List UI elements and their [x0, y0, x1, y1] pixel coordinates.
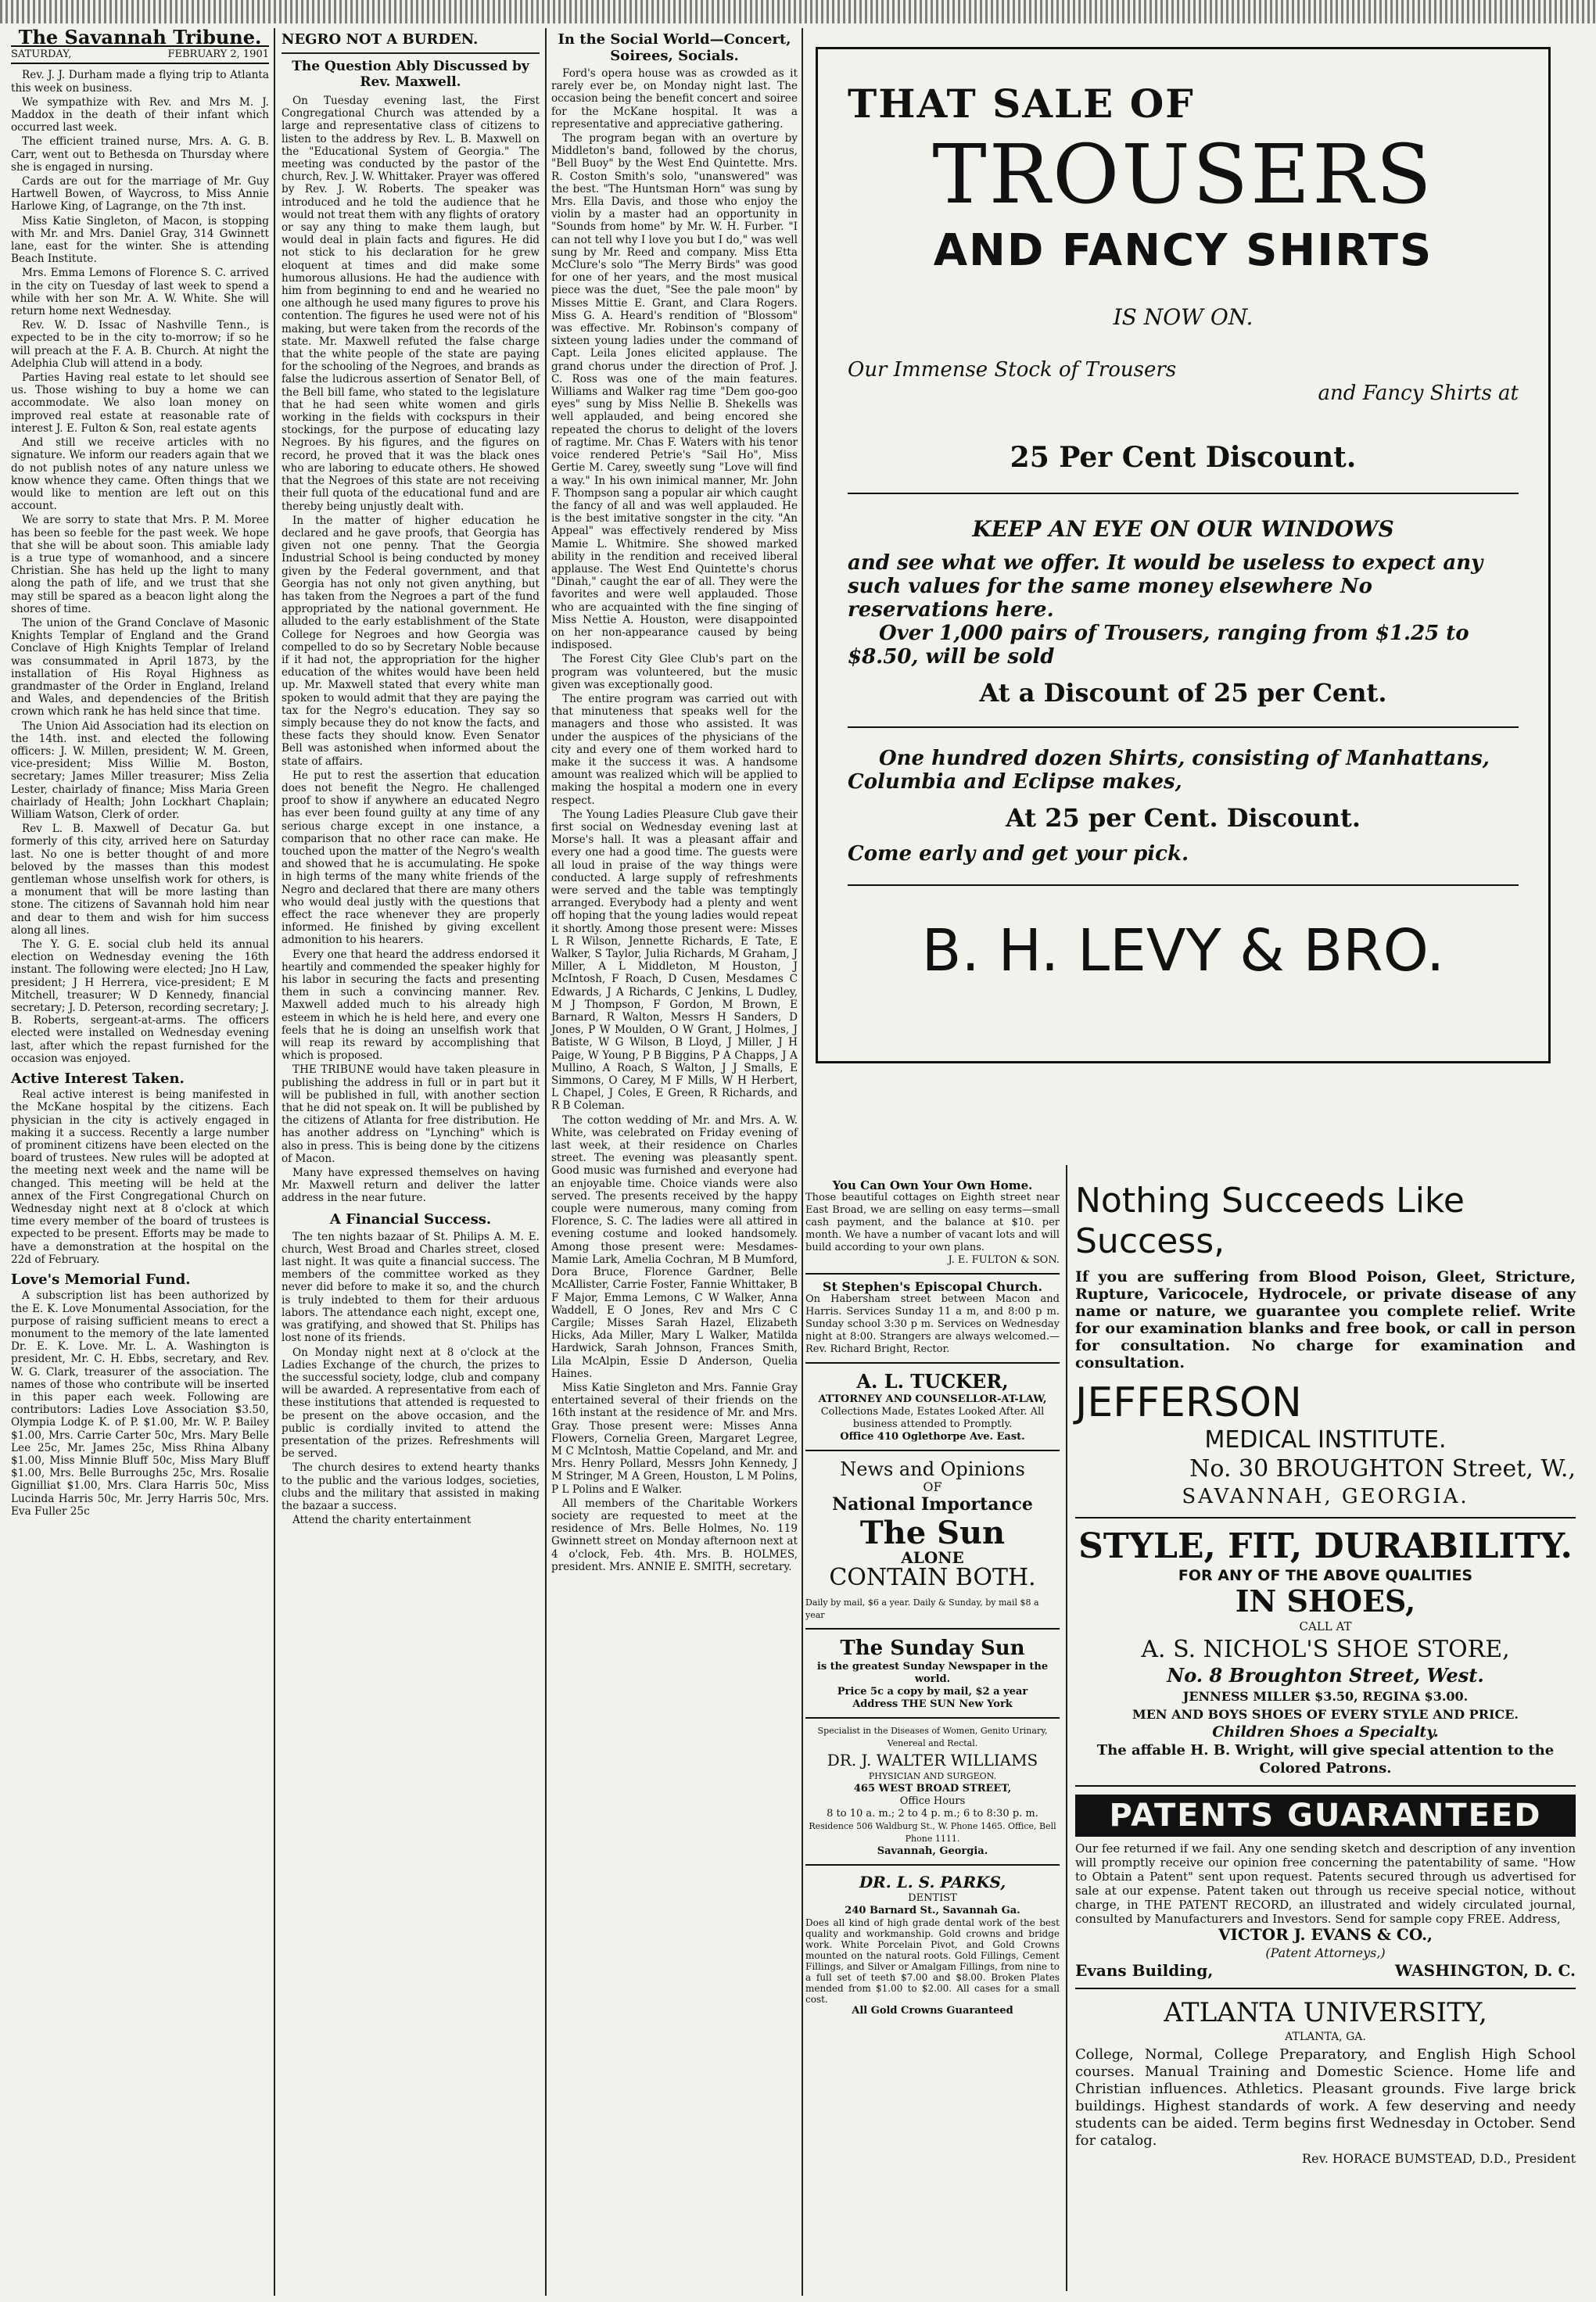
divider	[282, 52, 540, 54]
article-paragraph: He put to rest the assertion that education does not benefit the Negro. He challenged proof to show if anywhere an educated Negro has ever been found guilty at any time of any serious charge except in one instance, a comparison that no other race can make. He touched upon the matter of the Negro's wealth and showed that he is accumulating. He spoke in high terms of the many white friends of the Negro and declared that there are many others who would deal justly with the questions that effect the race whenever they are properly informed. He finished by giving excellent admonition to his hearers.	[282, 769, 540, 947]
ad-church-head: St Stephen's Episcopal Church.	[822, 1279, 1043, 1294]
article-paragraph: The ten nights bazaar of St. Philips A. M. E. church, West Broad and Charles street, closed last night. It was quite a financial success. The members of the committee worked as they never did before to make it so, and the church is truly indebted to them for their arduous labors. The attendance each night, except one, was gratifying, and showed that St. Philips has lost none of its friends.	[282, 1230, 540, 1345]
ad-pat-name: VICTOR J. EVANS & CO.,	[1218, 1925, 1433, 1944]
article-paragraph: All members of the Charitable Workers society are requested to meet at the residence of Mrs. Belle Holmes, No. 119 Gwinnett street on Monday afternoon next at 4 o'clock, Feb. 4th. Mrs. B. HOLMES, president. Mrs. ANNIE E. SMITH, secretary.	[551, 1497, 798, 1573]
ad-sun-l2: OF	[923, 1479, 942, 1494]
ad-williams-l1: Specialist in the Diseases of Women, Genito Urinary, Venereal and Rectal.	[817, 1726, 1048, 1748]
ad-patents	[1075, 1787, 1576, 1989]
ad-shoe-l4: A. S. NICHOL'S SHOE STORE,	[1141, 1636, 1510, 1663]
article-paragraph: Ford's opera house was as crowded as it rarely ever be, on Monday night last. The occasion being the benefit concert and soiree for the McKane hospital. It was a representative and appreciative gathering.	[551, 67, 798, 131]
ad-atl-text: College, Normal, College Preparatory, and English High School courses. Manual Training and Domestic Science. Home life and Christian influences. Athletics. Pleasant grounds. Five large brick buildings. Highest standards of work. A few deserving and needy students can be aided. Term begins first Wednesday in October. Send for catalog.	[1075, 2046, 1576, 2149]
right-ads-column	[1075, 1173, 1576, 2175]
ad-shoe-l3: CALL AT	[1299, 1619, 1352, 1633]
ad-shoe-l6: JENNESS MILLER $3.50, REGINA $3.00.	[1182, 1689, 1469, 1704]
article-paragraph: The program began with an overture by Middleton's band, followed by the chorus, "Bell Buoy" by the West End Quintette. Mrs. R. Coston Smith's solo, "unanswered" was the best. "The Huntsman Horn" was sung by Mrs. Ella Davis, and those who enjoy the violin by a master had an opportunity in "Sounds from home" by Mr. W. H. Furber. "I can not tell why I love you but I do," was well sung by Mr. Reed and company. Miss Etta McClure's solo "The Merry Birds" was good for one of her years, and the most musical piece was the duet, "See the pale moon" by Misses Mittie E. Grant, and Clara Rogers. Miss G. A. Heard's rendition of "Blossom" was effective. Mr. Robinson's company of sixteen young ladies under the command of Capt. Leila Jones elicited applause. The grand chorus under the direction of Prof. J. C. Ross was one of the main features. Williams and Walker rag time "Dem goo-goo eyes" sung by Miss Nellie B. Shekells was well applauded, and being encored she repeated the chorus to delight of the lovers of ragtime. Mr. Chas F. Waters with his tenor voice rendered Petrie's "Sail Ho", Miss Gertie M. Carey, sweetly sung "Love will find a way." In his own inimical manner, Mr. John F. Thompson sang a popular air which caught the fancy of all and was well applauded. He is the best imitative songster in the city. "An Appeal" was effectively rendered by Miss Mamie L. Whitmire. She showed marked ability in the rendition and received liberal applause. The West End Quintette's chorus "Dinah," caught the ear of all. They were the favorites and were well applauded. Those who are acquainted with the fine singing of Miss Nettie A. Houston, were disappointed on her non-appearance caused by being indisposed.	[551, 132, 798, 652]
column-rule	[274, 28, 275, 2296]
ad-parks-name: DR. L. S. PARKS,	[859, 1873, 1006, 1891]
ad-shoe-l7: MEN AND BOYS SHOES OF EVERY STYLE AND PRICE.	[1132, 1707, 1519, 1722]
ad-tucker-name: A. L. TUCKER,	[856, 1370, 1009, 1393]
ad-levy-line14: B. H. LEVY & BRO.	[921, 917, 1445, 984]
article-paragraph: The church desires to extend hearty thanks to the public and the various lodges, societies, clubs and the military that assisted in making the bazaar a success.	[282, 1461, 540, 1512]
ad-sun-l4: The Sun	[859, 1515, 1006, 1551]
heading-active-interest: Active Interest Taken.	[11, 1070, 185, 1088]
ad-sun-l1: News and Opinions	[840, 1458, 1025, 1480]
article-paragraph: Rev. W. D. Issac of Nashville Tenn., is expected to be in the city to-morrow; if so he will preach at the F. A. B. Church. At night the Adelphia Club will attend in a body.	[11, 319, 269, 370]
masthead-title: The Savannah Tribune.	[11, 31, 269, 47]
ad-nichols-shoe	[1075, 1519, 1576, 1787]
ad-parks-addr: 240 Barnard St., Savannah Ga.	[845, 1905, 1020, 1917]
ad-williams-l3: 465 WEST BROAD STREET,	[853, 1783, 1012, 1795]
ad-atl-sub: ATLANTA, GA.	[1285, 2031, 1366, 2043]
heading-social-world: In the Social World—Concert, Soirees, Socials.	[558, 31, 791, 64]
heading-love-memorial: Love's Memorial Fund.	[11, 1271, 191, 1289]
ad-ssun-l3: Address THE SUN New York	[852, 1698, 1013, 1710]
ad-shoe-l1: FOR ANY OF THE ABOVE QUALITIES	[1178, 1567, 1473, 1584]
ad-st-stephens	[805, 1275, 1060, 1364]
ad-dr-williams	[805, 1719, 1060, 1866]
ad-tucker-text: Collections Made, Estates Looked After. All business attended to Promptly.	[820, 1406, 1045, 1430]
ad-williams-l4: Office Hours	[899, 1795, 966, 1807]
ad-levy-line10: At a Discount of 25 per Cent.	[979, 678, 1387, 708]
ad-pat-addr-left: Evans Building,	[1075, 1961, 1214, 1980]
ad-success-head: Nothing Succeeds Like Success,	[1075, 1181, 1465, 1261]
ad-tucker-title: ATTORNEY AND COUNSELLOR-AT-LAW,	[818, 1393, 1047, 1405]
article-paragraph: Miss Katie Singleton, of Macon, is stopping with Mr. and Mrs. Daniel Gray, 314 Gwinnett lane, east for the winter. She is attending Beach Institute.	[11, 214, 269, 266]
ad-shoe-l9: The affable H. B. Wright, will give special attention to the Colored Patrons.	[1096, 1742, 1555, 1777]
article-paragraph: Miss Katie Singleton and Mrs. Fannie Gray entertained several of their friends on the 16th instant at the residence of Mr. and Mrs. Gray. Those present were: Misses Anna Flowers, Cornelia Green, Margaret Legree, M C McIntosh, Mattie Copeland, and Mr. and Mrs. Henry Pollard, Messrs John Kennedy, J M Stringer, M A Green, Houston, L M Polins, P L Polins and E Walker.	[551, 1381, 798, 1496]
ad-pat-addr	[1075, 1962, 1576, 1980]
subheading-question: The Question Ably Discussed by Rev. Maxwell.	[292, 59, 529, 90]
ad-levy-line1: THAT SALE OF	[848, 81, 1195, 127]
ad-atl-sig: Rev. HORACE BUMSTEAD, D.D., President	[1302, 2151, 1576, 2166]
ad-levy-line9: Over 1,000 pairs of Trousers, ranging from $1.25 to $8.50, will be sold	[848, 622, 1469, 669]
ad-levy-line6: 25 Per Cent Discount.	[1010, 441, 1357, 474]
article-paragraph: Cards are out for the marriage of Mr. Guy Hartwell Bowen, of Waycross, to Miss Annie Harlowe King, of Lagrange, on the 7th inst.	[11, 175, 269, 213]
ad-levy-line11: One hundred dozen Shirts, consisting of Manhattans, Columbia and Eclipse makes,	[848, 747, 1490, 794]
ad-pat-head: PATENTS GUARANTEED	[1075, 1795, 1576, 1837]
ad-sun-l3: National Importance	[832, 1494, 1033, 1515]
article-paragraph: The efficient trained nurse, Mrs. A. G. B. Carr, went out to Bethesda on Thursday where she is engaged in nursing.	[11, 135, 269, 174]
ad-parks-title: DENTIST	[908, 1892, 957, 1904]
ad-own-home	[805, 1173, 1060, 1275]
ad-levy-line3: AND FANCY SHIRTS	[933, 225, 1433, 276]
ad-the-sun	[805, 1451, 1060, 1630]
ad-home-text: Those beautiful cottages on Eighth street near East Broad, we are selling on easy terms—small cash payment, and the balance at $10. per month. We have a number of vacant lots and will build according to your own plans.	[805, 1192, 1060, 1253]
col1-items	[11, 69, 269, 1065]
article-paragraph: The Forest City Glee Club's part on the program was volunteered, but the music given was exceptionally good.	[551, 653, 798, 691]
divider	[848, 884, 1519, 886]
ad-shoe-l5: No. 8 Broughton Street, West.	[1167, 1664, 1484, 1687]
ad-shoe-l2: IN SHOES,	[1235, 1583, 1416, 1619]
ad-levy-line2: TROUSERS	[932, 127, 1434, 222]
column-rule	[545, 28, 547, 2296]
article-paragraph: We are sorry to state that Mrs. P. M. Moree has been so feeble for the past week. We hope that she will be about soon. This amiable lady is a true type of womanhood, and a sincere Christian. She has held up the light to many along the path of life, and we trust that she may still be spared as a beacon light along the shores of time.	[11, 514, 269, 615]
article-paragraph: The Union Aid Association had its election on the 14th. inst. and elected the following officers: J. W. Millen, president; W. M. Green, vice-president; Miss Willie M. Boston, secretary; James Miller treasurer; Miss Zelia Lester, chairlady of finance; Miss Maria Green chairlady of Health; John Lockhart Chaplain; William Watson, Clerk of order.	[11, 719, 269, 821]
ad-sun-rates: Daily by mail, $6 a year. Daily & Sunday, by mail $8 a year	[805, 1597, 1039, 1620]
small-ads-column	[805, 1173, 1060, 2024]
dateline	[11, 47, 269, 64]
article-paragraph: Rev L. B. Maxwell of Decatur Ga. but formerly of this city, arrived here on Saturday last. No one is better thought of and more beloved by the masses than this modest gentleman whose unselfish work for others, is a monument that will be more lasting than stone. The citizens of Savannah hold him near and dear to them and wish for him success along all lines.	[11, 823, 269, 937]
ad-williams-l6: Residence 506 Waldburg St., W. Phone 1465. Office, Bell Phone 1111.	[809, 1821, 1056, 1844]
page-top-edge	[0, 0, 1596, 23]
article-paragraph: Every one that heard the address endorsed it heartily and commended the speaker highly for his labor in securing the facts and presenting them in such a convincing manner. Rev. Maxwell added much to his already high esteem in which he is held here, and every one feels that he is doing an unselfish work that will reap its reward by accomplishing that which is proposed.	[282, 948, 540, 1063]
article-paragraph: The cotton wedding of Mr. and Mrs. A. W. White, was celebrated on Friday evening of last week, at their residence on Charles street. The evening was pleasantly spent. Good music was furnished and everyone had an enjoyable time. Choice viands were also served. The presents received by the happy couple were numerous, many coming from Florence, S. C. The ladies were all attired in evening costume and looked handsomely. Among those present were: Mesdames-Mamie Lark, Amelia Cochran, M B Mumford, Dora Bruce, Florence Gardner, Belle McAllister, Carrie Foster, Fannie Whittaker, B F Major, Emma Lemons, C W Walker, Anna Waddell, E O Jones, Rev and Mrs C C Cargile; Misses Sarah Hazel, Elizabeth Hicks, Ada Miller, Mary L Walker, Matilda Hardwick, Sarah Johnson, Frances Smith, Lila McAlpin, Essie D Anderson, Quelia Haines.	[551, 1113, 798, 1380]
ad-atl-head: ATLANTA UNIVERSITY,	[1164, 1997, 1487, 2028]
ad-shoe-head: STYLE, FIT, DURABILITY.	[1078, 1526, 1573, 1566]
ad-levy-line4: IS NOW ON.	[1113, 304, 1253, 330]
ad-levy-line5a: Our Immense Stock of Trousers	[848, 358, 1177, 382]
article-paragraph: On Monday night next at 8 o'clock at the Ladies Exchange of the church, the prizes to the successful society, lodge, club and company will be awarded. A representative from each of these institutions that attended is requested to be present on the above occasion, and the public is cordially invited to attend the presentation of the prizes. Refreshments will be served.	[282, 1346, 540, 1461]
column-2	[282, 31, 540, 1528]
ad-home-sig: J. E. FULTON & SON.	[948, 1254, 1060, 1266]
col2-items	[282, 95, 540, 1205]
article-paragraph: Many have expressed themselves on having Mr. Maxwell return and deliver the latter address in the near future.	[282, 1167, 540, 1205]
article-paragraph: On Tuesday evening last, the First Congregational Church was attended by a large and representative class of citizens to listen to the address by Rev. L. B. Maxwell on the "Educational System of Georgia." The meeting was conducted by the pastor of the church, Rev. J. W. Whittaker. Prayer was offered by Rev. J. W. Roberts. The speaker was introduced and he told the audience that he would not treat them with any flights of oratory or say any thing to make them laugh, but would deal in plain facts and figures. He did not stick to his declaration for he grew eloquent at times and did make some humorous allusions. He had the audience with him from beginning to end and he wearied no one although he used many figures to prove his contention. The figures he used were not of his making, but were taken from the records of the state. Mr. Maxwell refuted the false charge that the white people of the state are paying for the schooling of the Negroes, and brands as false the ludicrous assertion of Senator Bell, of the Bell bill fame, who stated to the legislature that he had seen white women and girls working in the fields with cockspurs in their stockings, for the purpose of educating lazy Negroes. By his figures, and the figures on record, he proved that it was the black ones who are laboring to educate others. He showed that the Negroes of this state are not receiving their full quota of the educational fund and are thereby being unjustly dealt with.	[282, 95, 540, 513]
article-paragraph: Rev. J. J. Durham made a flying trip to Atlanta this week on business.	[11, 69, 269, 95]
ad-williams-l7: Savannah, Georgia.	[877, 1845, 988, 1857]
ad-jeff-l4: SAVANNAH, GEORGIA.	[1182, 1485, 1469, 1508]
ad-shoe-l8: Children Shoes a Specialty.	[1212, 1723, 1439, 1741]
ad-tucker	[805, 1364, 1060, 1451]
ad-levy-line5b: and Fancy Shirts at	[1318, 382, 1519, 405]
divider	[848, 726, 1519, 728]
ad-parks-text: Does all kind of high grade dental work of the best quality and workmanship. Gold crowns and bridge work. White Porcelain Pivot, and Gold Crowns mounted on the natural roots. Gold Fillings, Cement Fillings, and Silver or Amalgam Fillings, from nine to a full set of teeth $7.00 and $8.00. Broken Plates mended from $1.00 to $2.00. All cases for a small cost.	[805, 1917, 1060, 2005]
article-paragraph: THE TRIBUNE would have taken pleasure in publishing the address in full or in part but it will be published in full, with another section that he did not speak on. It will be published by the citizens of Atlanta for free distribution. He has another address on "Lynching" which is also in press. This is being done by the citizens of Macon.	[282, 1063, 540, 1165]
ad-ssun-l1: is the greatest Sunday Newspaper in the world.	[816, 1661, 1049, 1685]
ad-sunday-sun	[805, 1630, 1060, 1719]
article-paragraph: A subscription list has been authorized by the E. K. Love Monumental Association, for the purpose of raising sufficient means to erect a monument to the memory of the late lamented Dr. E. K. Love. Mr. L. A. Washington is president, Mr. C. H. Ebbs, secretary, and Rev. W. G. Clark, treasurer of the association. The names of those who contribute will be inserted in this paper each week. Following are contributors: Ladies Love Association $3.50, Olympia Lodge K. of P. $1.00, Mr. W. P. Bailey $1.00, Mrs. Carrie Carter 50c, Mrs. Mary Belle Lee 25c, Mr. James 25c, Miss Rhina Albany $1.00, Miss Minnie Bluff 50c, Miss Mary Bluff $1.00, Mrs. Belle Burroughs 25c, Mrs. Rosalie Gignilliat $1.00, Mrs. Clara Harris 50c, Miss Lucinda Harris 50c, Mr. Jerry Harris 50c, Mrs. Eva Fuller 25c	[11, 1289, 269, 1518]
ad-ssun-l2: Price 5c a copy by mail, $2 a year	[837, 1686, 1028, 1698]
ad-sun-l5: ALONE	[901, 1548, 964, 1567]
article-paragraph: Attend the charity entertainment	[292, 1514, 472, 1527]
column-1	[11, 26, 269, 1519]
dateline-day: SATURDAY,	[11, 48, 72, 61]
heading-negro-not-burden: NEGRO NOT A BURDEN.	[282, 31, 479, 48]
ad-jeff-l3: No. 30 BROUGHTON Street, W.,	[1189, 1455, 1576, 1483]
column-rule	[1066, 1165, 1067, 2291]
column-rule	[802, 28, 803, 2296]
article-paragraph: The Y. G. E. social club held its annual election on Wednesday evening the 16th instant. The following were elected; Jno H Law, president; J H Herrera, vice-president; E M Mitchell, treasurer; W D Kennedy, financial secretary; J. D. Peterson, recording secretary; J. B. Roberts, sergeant-at-arms. The officers elected were installed on Wednesday evening last, after which the repast furnished for the occasion was enjoyed.	[11, 938, 269, 1065]
ad-dr-parks	[805, 1866, 1060, 2024]
ad-jeff-l2: MEDICAL INSTITUTE.	[1204, 1426, 1447, 1454]
ad-levy-line8: and see what we offer. It would be useless to expect any such values for the same money elsewhere No reservations here.	[848, 551, 1483, 622]
ad-pat-addr-right: WASHINGTON, D. C.	[1394, 1961, 1576, 1980]
article-paragraph: The entire program was carried out with that minuteness that speaks well for the managers and those who assisted. It was under the auspices of the physicians of the city and every one of them worked hard to make it the success it was. A handsome amount was realized which will be applied to making the hospital a modern one in every respect.	[551, 692, 798, 807]
ad-williams-l5: 8 to 10 a. m.; 2 to 4 p. m.; 6 to 8:30 p. m.	[827, 1808, 1038, 1820]
ad-levy-trousers	[816, 47, 1551, 1063]
heading-financial-success: A Financial Success.	[329, 1210, 492, 1228]
col2-items-2	[282, 1231, 540, 1527]
article-paragraph: Mrs. Emma Lemons of Florence S. C. arrived in the city on Tuesday of last week to spend a while with her son Mr. A. W. White. She will return home next Wednesday.	[11, 267, 269, 318]
ad-success-text: If you are suffering from Blood Poison, Gleet, Stricture, Rupture, Varicocele, Hydrocele, or private disease of any name or nature, we guarantee you complete relief. Write for our examination blanks and free book, or call in person for consultation. No charge for examination and consultation.	[1075, 1268, 1576, 1372]
ad-levy-line12: At 25 per Cent. Discount.	[1006, 803, 1361, 833]
col1-items-2	[11, 1088, 269, 1266]
dateline-date: FEBRUARY 2, 1901	[167, 48, 269, 61]
ad-levy-line13: Come early and get your pick.	[848, 842, 1189, 866]
ad-jeff-l1: JEFFERSON	[1075, 1379, 1302, 1426]
article-paragraph: Parties Having real estate to let should see us. Those wishing to buy a home we can accommodate. We also loan money on improved real estate at reasonable rate of interest J. E. Fulton & Son, real estate agents	[11, 371, 269, 435]
column-3	[551, 31, 798, 1575]
ad-pat-sub: (Patent Attorneys,)	[1265, 1945, 1386, 1960]
article-paragraph: The Young Ladies Pleasure Club gave their first social on Wednesday evening last at Morse's hall. It was a pleasant affair and every one had a good time. The guests were all loud in praise of the way things were conducted. A large supply of refreshments were served and the table was temptingly arranged. Everybody had a plenty and went off hoping that the young ladies would repeat it shortly. Among those present were: Misses L R Wilson, Jennette Richards, E Tate, E Walker, S Taylor, Julia Richards, M Graham, J Miller, A L Middleton, M Houston, J McIntosh, F Roach, D Cusen, Mesdames C Edwards, J A Richards, C Jenkins, L Dudley, M J Thompson, F Gordon, M Brown, E Barnard, R Walton, Messrs H Sanders, D Jones, P W Moulden, O W Grant, J Holmes, J Batiste, W G Wilson, B Lloyd, J Miller, J H Paige, W Young, P B Biggins, P A Chapps, J A Mullino, A Roach, S Walton, J J Smalls, E Simmons, O Carey, M F Mills, W H Herbert, L Chapel, J Coles, E Green, R Richards, and R B Coleman.	[551, 808, 798, 1113]
ad-parks-tag: All Gold Crowns Guaranteed	[852, 2005, 1013, 2017]
col3-items	[551, 67, 798, 1573]
article-paragraph: We sympathize with Rev. and Mrs M. J. Maddox in the death of their infant which occurred last week.	[11, 95, 269, 134]
ad-church-text: On Habersham street between Macon and Harris. Services Sunday 11 a m, and 8:00 p m. Sunday school 3:30 p m. Services on Wednesday night at 8:00. Strangers are always welcomed.—Rev. Richard Bright, Rector.	[805, 1293, 1060, 1355]
article-paragraph: The union of the Grand Conclave of Masonic Knights Templar of England and the Grand Conclave of High Knights Templar of Ireland was consummated in April 1873, by the installation of His Royal Highness as grandmaster of the Order in England, Ireland and Wales, and dependencies of the British crown which rank he has held since that time.	[11, 616, 269, 719]
ad-ssun-head: The Sunday Sun	[840, 1637, 1025, 1660]
ad-tucker-office: Office 410 Oglethorpe Ave. East.	[840, 1431, 1025, 1443]
ad-pat-text: Our fee returned if we fail. Any one sending sketch and description of any invention will promptly receive our opinion free concerning the patentability of same. "How to Obtain a Patent" sent upon request. Patents secured through us advertised for sale at our expense. Patent taken out through us receive special notice, without charge, in THE PATENT RECORD, an illustrated and widely circulated journal, consulted by Manufacturers and Investors. Send for sample copy FREE. Address,	[1075, 1841, 1576, 1926]
article-paragraph: In the matter of higher education he declared and he gave proofs, that Georgia has given not one penny. That the Georgia Industrial School is being conducted by money given by the Federal government, and that Georgia has not only not given anything, but has taken from the Negroes a part of the fund appropriated by the national government. He alluded to the early establishment of the State College for Negroes and how Georgia was compelled to do so by Secretary Noble because if it had not, the appropriation for the higher education of the whites would have been held up. Mr. Maxwell stated that every white man spoken to would admit that they are paying the tax for the Negro's education. They say so simply because they do not know the facts, and these facts they should know. Even Senator Bell was astonished when informed about the state of affairs.	[282, 514, 540, 768]
ad-williams-name: DR. J. WALTER WILLIAMS	[827, 1751, 1038, 1770]
ad-williams-l2: PHYSICIAN AND SURGEON.	[868, 1771, 997, 1781]
ad-sun-l6: CONTAIN BOTH.	[829, 1564, 1036, 1591]
divider	[848, 493, 1519, 494]
article-paragraph: And still we receive articles with no signature. We inform our readers again that we do not publish notes of any nature unless we know whence they came. Often things that we would like to mention are left out on this account.	[11, 436, 269, 513]
ad-home-head: You Can Own Your Own Home.	[832, 1178, 1033, 1192]
ad-levy-line7: KEEP AN EYE ON OUR WINDOWS	[972, 516, 1394, 542]
ad-atlanta-university	[1075, 1989, 1576, 2175]
ad-jefferson-institute	[1075, 1173, 1576, 1519]
col1-items-3	[11, 1289, 269, 1518]
article-paragraph: Real active interest is being manifested in the McKane hospital by the citizens. Each physician in the city is actively engaged in making it a success. Recently a large number of prominent citizens have been elected on the board of trustees. New rules will be adopted at the meeting next week and the name will be changed. This meeting will be held at the annex of the First Congregational Church on Wednesday night next at 8 o'clock at which time every member of the board of trustees is expected to be present. Efforts may be made to have a demonstration at the hospital on the 22d of February.	[11, 1088, 269, 1266]
